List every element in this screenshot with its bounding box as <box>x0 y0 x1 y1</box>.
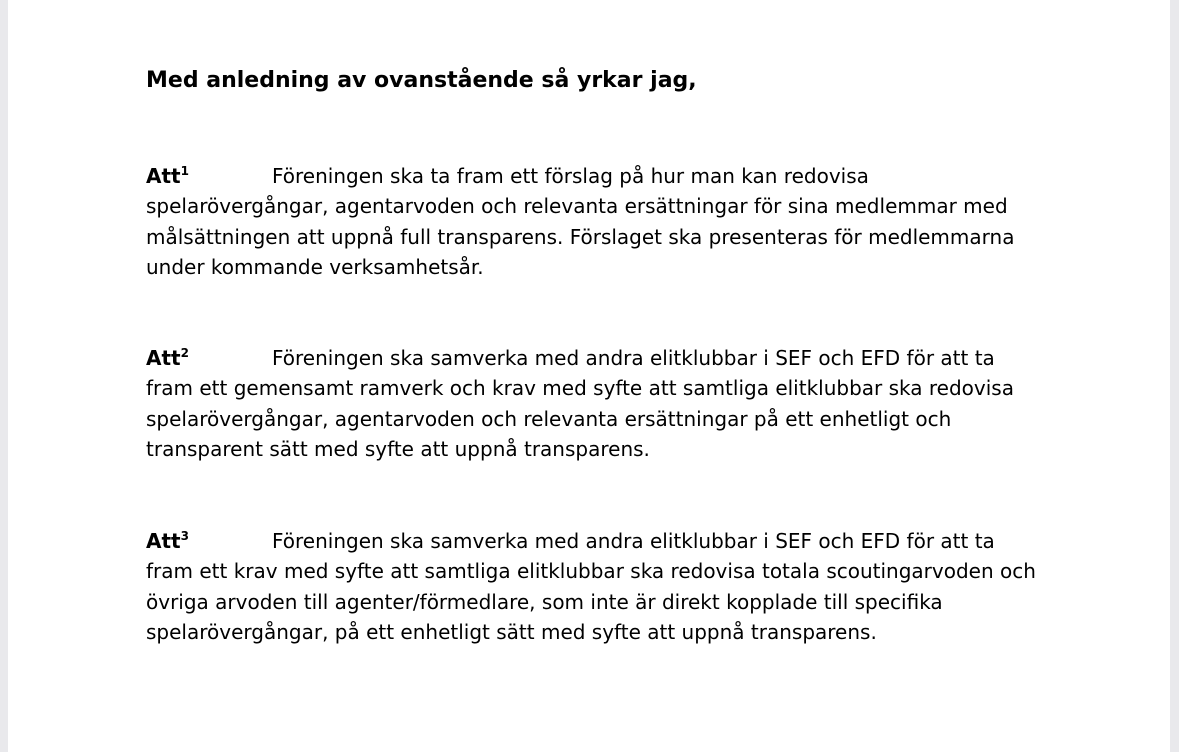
clause-label <box>146 343 189 373</box>
document-page <box>8 0 1170 752</box>
clause-label-text: Att <box>146 164 181 188</box>
clause-label-text: Att <box>146 346 181 370</box>
clause-3 <box>146 526 1046 647</box>
document-heading: Med anledning av ovanstående så yrkar jag, <box>146 68 697 93</box>
clause-number: 3 <box>180 529 189 543</box>
clause-1 <box>146 161 1046 282</box>
clause-text: Föreningen ska samverka med andra elitklubbar i SEF och EFD för att ta fram ett gemensamt ramverk och krav med syfte att samtliga elitklubbar ska redovisa spelarövergångar, agentarvoden och relevanta ersättningar på ett enhetligt och transparent sätt med syfte att uppnå transparens. <box>146 346 1014 461</box>
clause-number: 1 <box>180 164 189 178</box>
clause-2 <box>146 343 1046 464</box>
clause-label <box>146 526 189 556</box>
clause-number: 2 <box>180 346 189 360</box>
clause-label <box>146 161 189 191</box>
clause-text: Föreningen ska samverka med andra elitklubbar i SEF och EFD för att ta fram ett krav med syfte att samtliga elitklubbar ska redovisa totala scoutingarvoden och övriga arvoden till agenter/förmedlare, som inte är direkt kopplade till specifika spelarövergångar, på ett enhetligt sätt med syfte att uppnå transparens. <box>146 529 1036 644</box>
clause-label-text: Att <box>146 529 181 553</box>
clause-text: Föreningen ska ta fram ett förslag på hur man kan redovisa spelarövergångar, agentarvoden och relevanta ersättningar för sina medlemmar med målsättningen att uppnå full transparens. Förslaget ska presenteras för medlemmarna under kommande verksamhetsår. <box>146 164 1015 279</box>
